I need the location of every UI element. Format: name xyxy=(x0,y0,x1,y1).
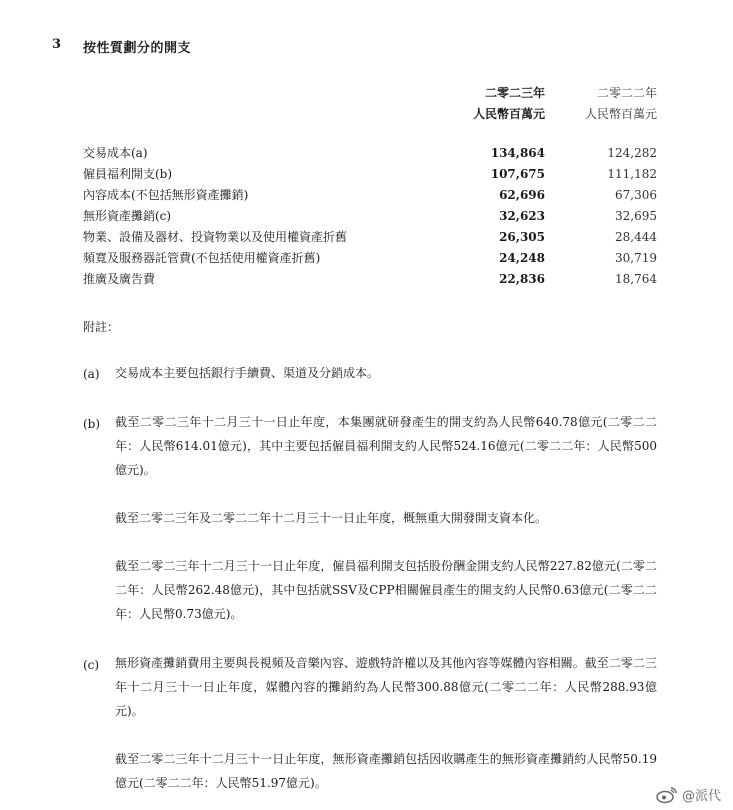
row-value-current: 22,836 xyxy=(499,272,545,286)
note-c-paragraph-1: 無形資產攤銷費用主要與長視頻及音樂內容、遊戲特許權以及其他內容等媒體內容相關。截至二零二三年十二月三十一日止年度，媒體內容的攤銷約為人民幣300.88億元(二零二二年：人民幣288.93億元)。 xyxy=(115,656,657,718)
weibo-icon xyxy=(656,786,678,804)
row-value-prior: 124,282 xyxy=(607,146,657,160)
row-value-current: 24,248 xyxy=(499,251,545,265)
note-c-marker: (c) xyxy=(83,658,100,672)
note-b-paragraph-1: 截至二零二三年十二月三十一日止年度，本集團就研發產生的開支約為人民幣640.78億元(二零二二年：人民幣614.01億元)，其中主要包括僱員福利開支約人民幣524.16億元(二零二二年：人民幣500億元)。 xyxy=(115,415,657,477)
notes-heading: 附註： xyxy=(83,320,120,334)
note-c-paragraph-2: 截至二零二三年十二月三十一日止年度，無形資產攤銷包括因收購產生的無形資產攤銷約人民幣50.19億元(二零二二年：人民幣51.97億元)。 xyxy=(115,752,657,790)
note-b-marker: (b) xyxy=(83,417,101,431)
row-label: 推廣及廣告費 xyxy=(83,272,156,286)
row-value-current: 26,305 xyxy=(499,230,545,244)
table-row xyxy=(83,269,657,290)
note-a-marker: (a) xyxy=(83,367,100,381)
watermark-text: @派代 xyxy=(681,789,721,804)
current-unit-label: 人民幣百萬元 xyxy=(472,107,545,121)
row-value-prior: 32,695 xyxy=(615,209,657,223)
row-value-prior: 67,306 xyxy=(615,188,657,202)
row-value-current: 62,696 xyxy=(499,188,545,202)
row-value-current: 107,675 xyxy=(490,167,545,181)
row-value-prior: 30,719 xyxy=(615,251,657,265)
table-row xyxy=(83,143,657,164)
table-row xyxy=(83,185,657,206)
row-label: 交易成本(a) xyxy=(83,146,148,160)
section-title: 按性質劃分的開支 xyxy=(83,41,192,56)
row-label: 頻寬及服務器託管費(不包括使用權資產折舊) xyxy=(83,251,321,265)
note-b-paragraph-3: 截至二零二三年十二月三十一日止年度，僱員福利開支包括股份酬金開支約人民幣227.82億元(二零二二年：人民幣262.48億元)，其中包括就SSV及CPP相關僱員產生的開支約人民幣0.63億元(二零二二年：人民幣0.73億元)。 xyxy=(115,559,657,621)
section-number: 3 xyxy=(52,37,62,52)
row-value-prior: 18,764 xyxy=(615,272,657,286)
row-label: 僱員福利開支(b) xyxy=(83,167,173,181)
row-value-prior: 111,182 xyxy=(607,167,657,181)
expense-table xyxy=(83,143,657,290)
row-value-current: 32,623 xyxy=(499,209,545,223)
note-b-paragraph-2: 截至二零二三年及二零二二年十二月三十一日止年度，概無重大開發開支資本化。 xyxy=(115,511,548,525)
row-label: 內容成本(不包括無形資產攤銷) xyxy=(83,188,249,202)
prior-unit-label: 人民幣百萬元 xyxy=(584,107,657,121)
column-header-prior xyxy=(585,83,657,125)
row-value-prior: 28,444 xyxy=(615,230,657,244)
table-row xyxy=(83,164,657,185)
prior-year-label: 二零二二年 xyxy=(596,86,657,100)
table-row xyxy=(83,248,657,269)
current-year-label: 二零二三年 xyxy=(484,86,545,100)
note-a-text: 交易成本主要包括銀行手續費、渠道及分銷成本。 xyxy=(115,366,380,380)
watermark xyxy=(656,785,721,804)
table-row xyxy=(83,227,657,248)
row-label: 物業、設備及器材、投資物業以及使用權資產折舊 xyxy=(83,230,348,244)
column-header-current xyxy=(473,83,545,125)
row-label: 無形資產攤銷(c) xyxy=(83,209,172,223)
row-value-current: 134,864 xyxy=(490,146,545,160)
table-row xyxy=(83,206,657,227)
